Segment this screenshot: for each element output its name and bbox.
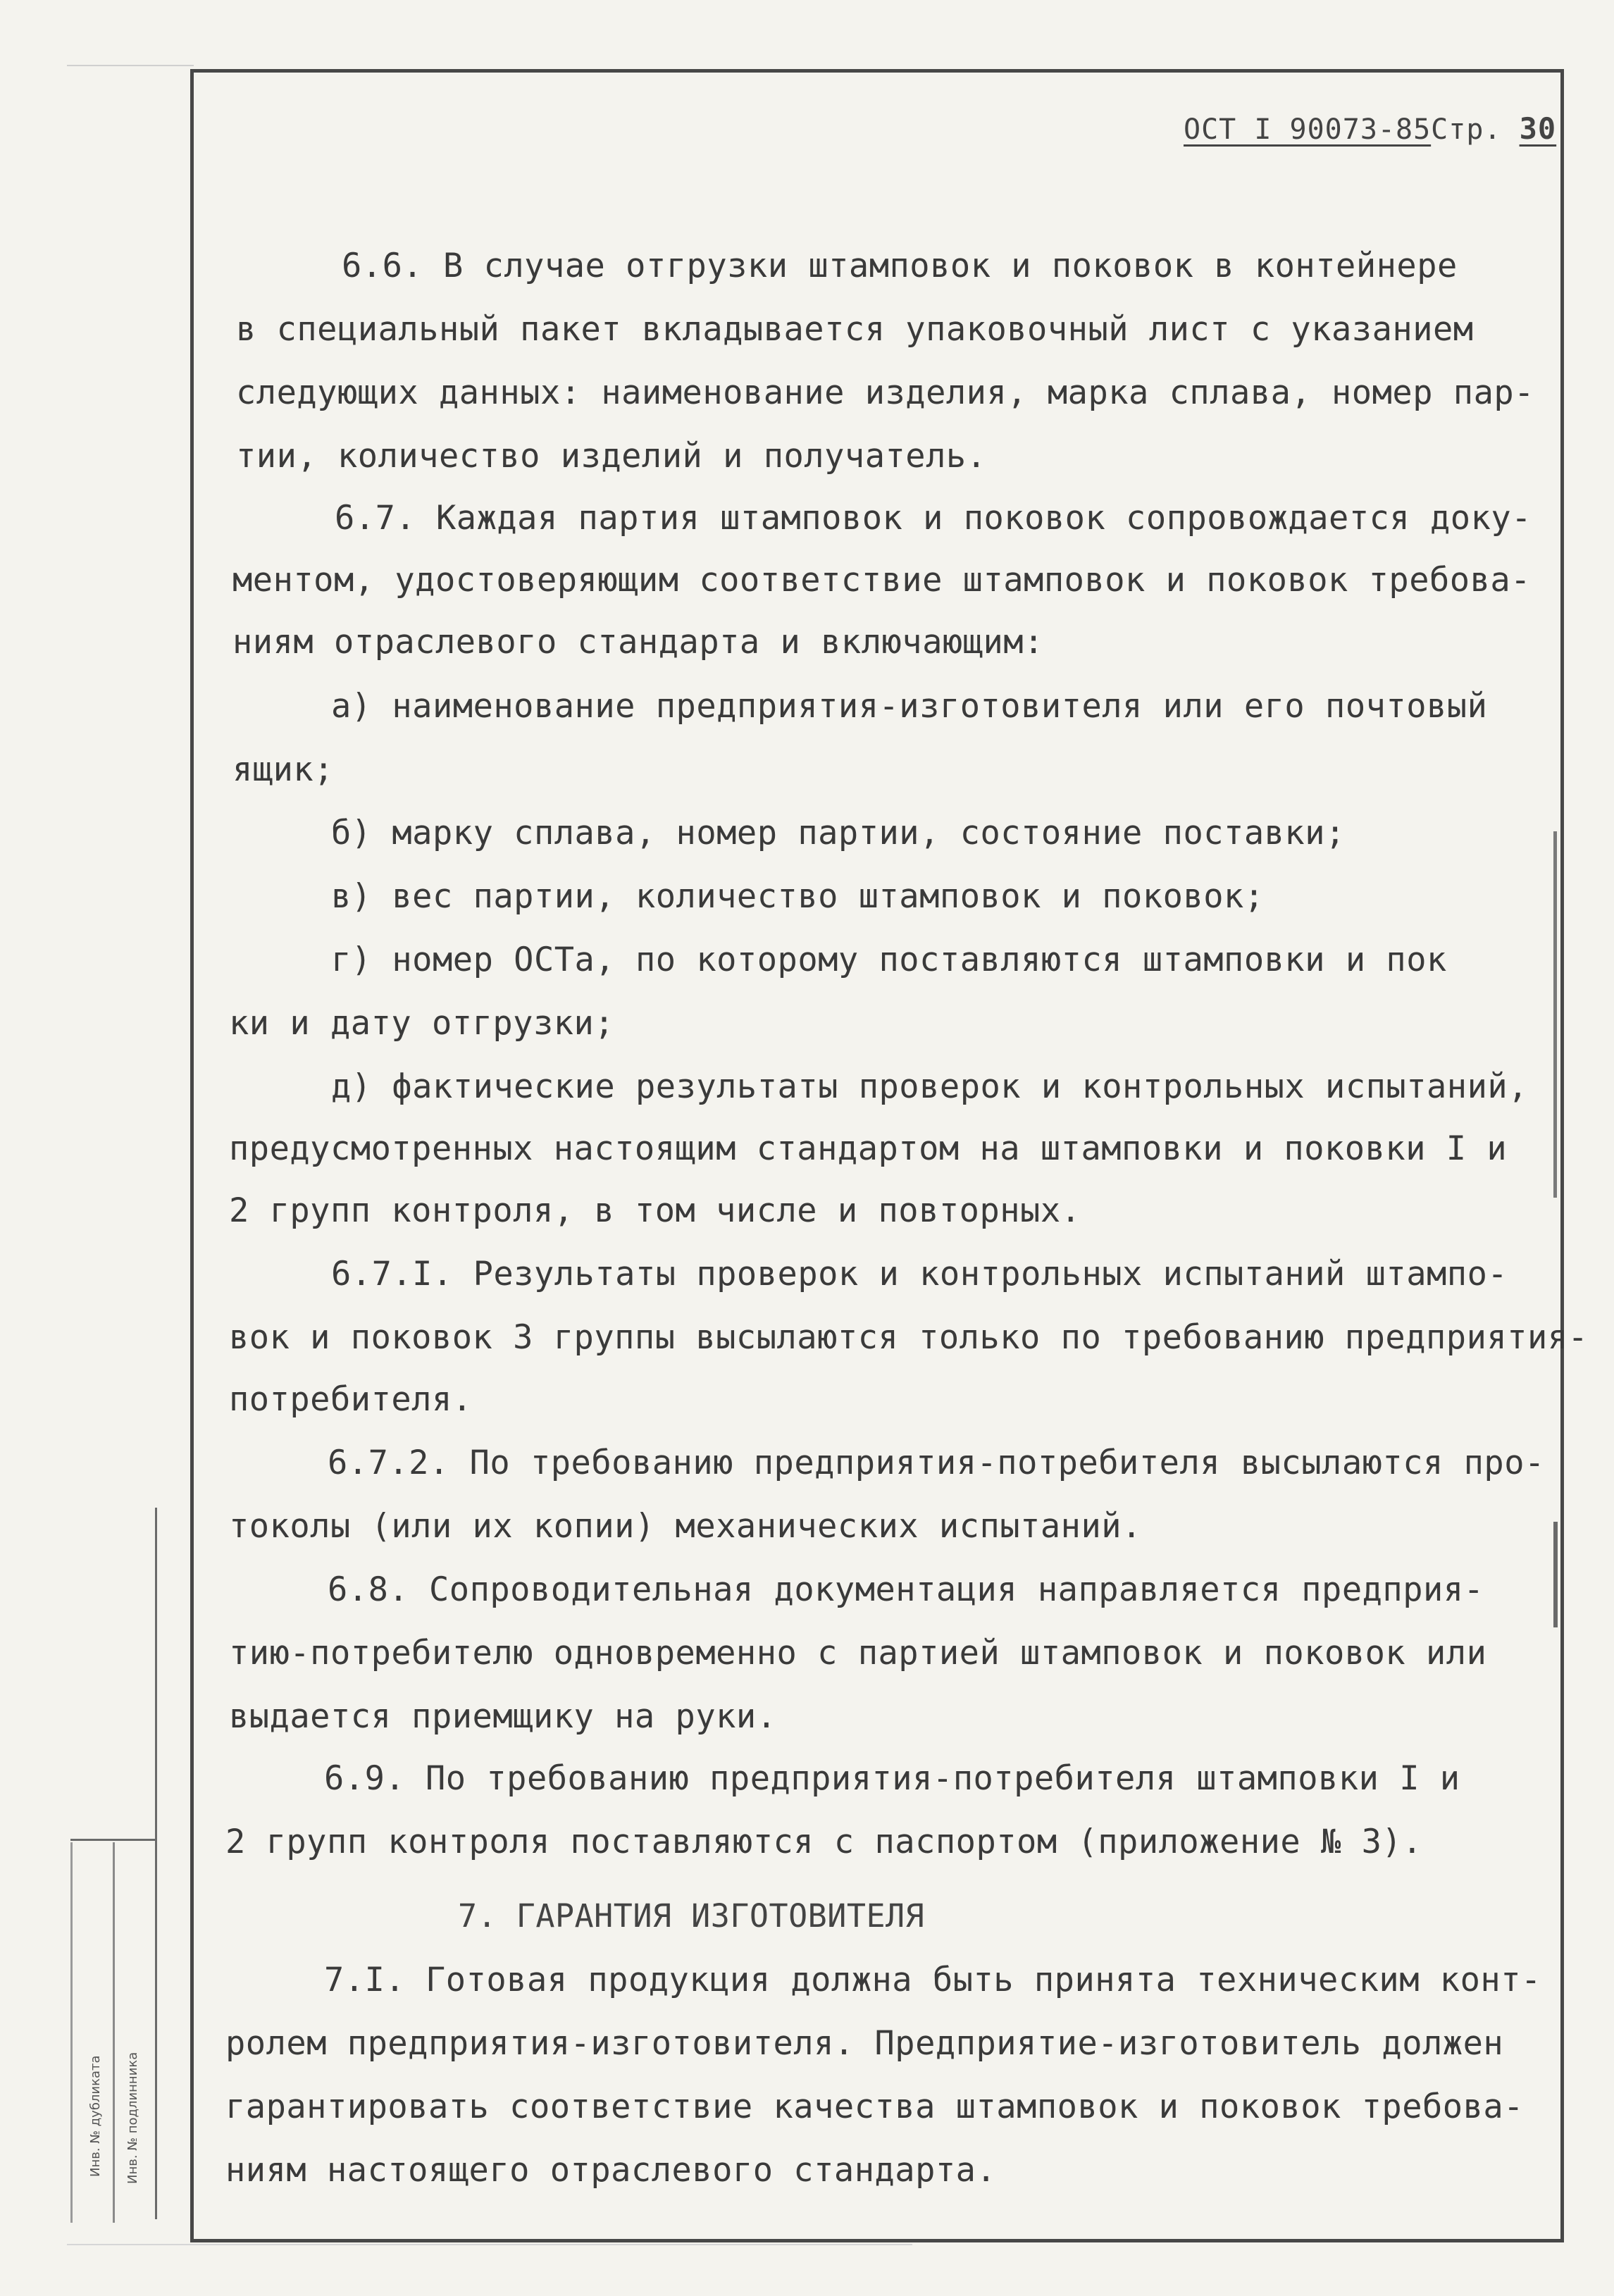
text-line: 6.7.2. По требованию предприятия-потребителя высылаются про-: [328, 1444, 1545, 1482]
text-line: д) фактические результаты проверок и контрольных испытаний,: [331, 1067, 1528, 1106]
standard-code: ОСТ I 90073-85: [1184, 113, 1432, 146]
page-number: 30: [1519, 111, 1557, 146]
document-header: [1184, 111, 1556, 146]
text-line: 6.9. По требованию предприятия-потребителя штамповки I и: [324, 1759, 1460, 1798]
text-line: ментом, удостоверяющим соответствие штамповок и поковок требова-: [232, 561, 1531, 600]
text-line: потребителя.: [229, 1380, 473, 1419]
text-line: 2 групп контроля, в том числе и повторных.: [229, 1191, 1081, 1230]
text-line: гарантировать соответствие качества штамповок и поковок требова-: [225, 2087, 1524, 2126]
text-line: 2 групп контроля поставляются с паспортом (приложение № 3).: [225, 1823, 1422, 1861]
scan-edge-line: [67, 65, 194, 66]
section-title: 7. ГАРАНТИЯ ИЗГОТОВИТЕЛЯ: [458, 1897, 925, 1935]
stamp-label-original: Инв. № подлинника: [125, 2052, 140, 2184]
text-line: вок и поковок 3 группы высылаются только по требованию предприятия-: [229, 1318, 1589, 1357]
text-line: тию-потребителю одновременно с партией штамповок и поковок или: [229, 1634, 1487, 1673]
page-label: Стр.: [1431, 113, 1502, 146]
text-line: следующих данных: наименование изделия, марка сплава, номер пар-: [236, 373, 1534, 412]
text-line: 7.I. Готовая продукция должна быть принята техническим конт-: [324, 1961, 1541, 1999]
text-line: б) марку сплава, номер партии, состояние поставки;: [331, 814, 1346, 852]
text-line: тии, количество изделий и получатель.: [236, 437, 987, 476]
stamp-label-duplicate: Инв. № дубликата: [88, 2055, 103, 2177]
stamp-divider: [70, 1839, 155, 1841]
frame-scan-mark-lower: [1553, 1522, 1558, 1627]
text-line: 6.7. Каждая партия штамповок и поковок сопровождается доку-: [335, 499, 1532, 538]
scan-edge-line-bottom: [67, 2244, 912, 2245]
text-line: а) наименование предприятия-изготовителя или его почтовый: [331, 687, 1488, 726]
text-line: в) вес партии, количество штамповок и поковок;: [331, 877, 1265, 916]
text-line: ниям отраслевого стандарта и включающим:: [232, 623, 1044, 662]
text-line: в специальный пакет вкладывается упаковочный лист с указанием: [236, 310, 1474, 349]
text-line: ящик;: [232, 750, 334, 789]
text-line: выдается приемщику на руки.: [229, 1697, 777, 1736]
text-line: предусмотренных настоящим стандартом на штамповки и поковки I и: [229, 1129, 1508, 1168]
text-line: г) номер ОСТа, по которому поставляются штамповки и пок: [331, 941, 1447, 979]
text-line: 6.7.I. Результаты проверок и контрольных испытаний штампо-: [331, 1255, 1508, 1293]
stamp-column-line: [113, 1842, 115, 2223]
stamp-border: [70, 1842, 73, 2223]
text-line: 6.6. В случае отгрузки штамповок и поковок в контейнере: [342, 247, 1458, 285]
text-line: ролем предприятия-изготовителя. Предприятие-изготовитель должен: [225, 2024, 1504, 2063]
text-line: токолы (или их копии) механических испытаний.: [229, 1507, 1142, 1546]
text-line: 6.8. Сопроводительная документация направляется предприя-: [328, 1570, 1484, 1609]
text-line: ки и дату отгрузки;: [229, 1004, 615, 1043]
text-line: ниям настоящего отраслевого стандарта.: [225, 2151, 997, 2190]
frame-scan-mark: [1553, 831, 1557, 1198]
